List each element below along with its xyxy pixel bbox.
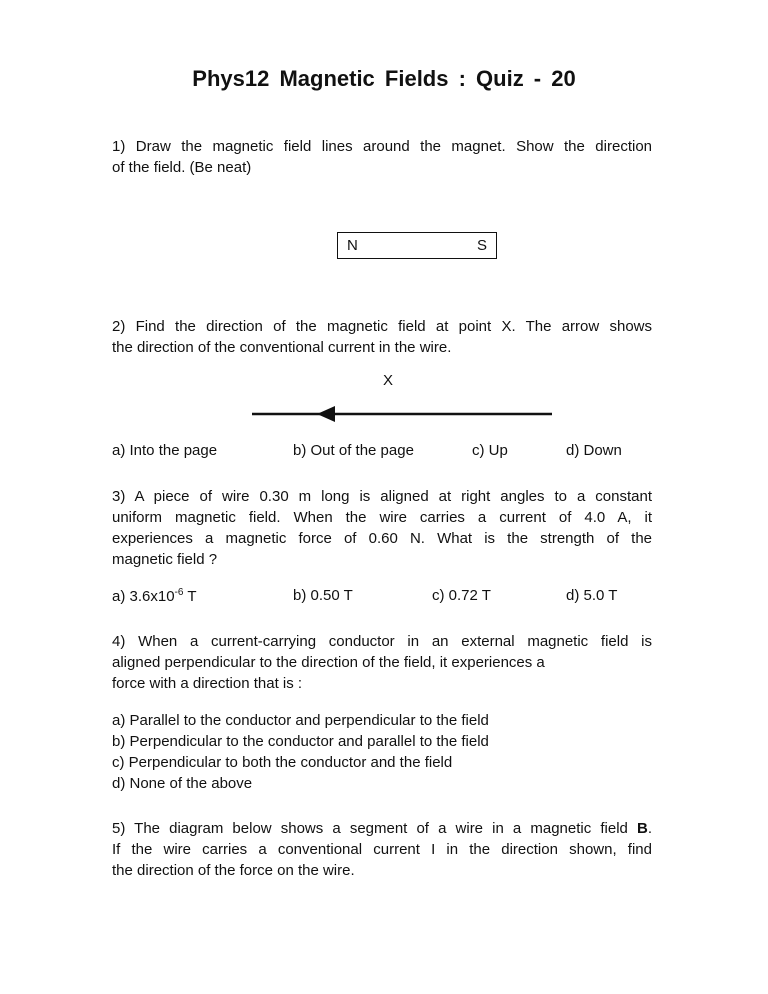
field-symbol: B (636, 820, 648, 837)
option-b: b) Perpendicular to the conductor and parallel to the field (112, 733, 489, 750)
question-3 (112, 486, 652, 570)
question-text-line: 3) A piece of wire 0.30 m long is aligned at right angles to a constant (112, 488, 652, 505)
option-a-exponent: -6 (174, 587, 184, 598)
option-d: d) 5.0 T (566, 587, 618, 604)
option-d: d) Down (566, 442, 622, 459)
option-b: b) Out of the page (293, 442, 414, 459)
question-text-line: force with a direction that is : (112, 675, 303, 692)
question-text: 5) The diagram below shows a segment of a wire in a magnetic field (112, 820, 637, 837)
question-text-line: of the field. (Be neat) (112, 159, 252, 176)
option-a: a) Parallel to the conductor and perpendicular to the field (112, 712, 489, 729)
option-a-unit: T (183, 588, 197, 605)
option-d: d) None of the above (112, 775, 253, 792)
option-c: c) Up (472, 442, 508, 459)
option-b: b) 0.50 T (293, 587, 353, 604)
question-text-line: If the wire carries a conventional current I in the direction shown, find (112, 841, 652, 858)
question-text-line: aligned perpendicular to the direction of the field, it experiences a (112, 654, 545, 671)
question-text-line: experiences a magnetic force of 0.60 N. What is the strength of the (112, 530, 652, 547)
bar-magnet (337, 232, 497, 259)
question-text-line (112, 818, 652, 839)
page-title: Phys12 Magnetic Fields : Quiz - 20 (192, 66, 576, 91)
south-pole-label: S (476, 237, 487, 254)
question-4 (112, 631, 652, 694)
question-text-line: uniform magnetic field. When the wire carries a current of 4.0 A, it (112, 509, 652, 526)
question-1 (112, 136, 652, 178)
question-text-line: the direction of the conventional current in the wire. (112, 339, 452, 356)
question-text-line: 1) Draw the magnetic field lines around the magnet. Show the direction (112, 138, 652, 155)
question-2 (112, 316, 652, 358)
question-4-options (112, 710, 652, 794)
option-c: c) 0.72 T (432, 587, 491, 604)
question-text-line: 4) When a current-carrying conductor in an external magnetic field is (112, 633, 652, 650)
question-text-line: magnetic field ? (112, 551, 218, 568)
north-pole-label: N (347, 237, 358, 254)
question-text-line: 2) Find the direction of the magnetic field at point X. The arrow shows (112, 318, 652, 335)
question-text: . (647, 820, 652, 837)
option-a-value: a) 3.6x10 (112, 588, 175, 605)
option-a: a) Into the page (112, 442, 218, 459)
option-a (112, 587, 197, 605)
question-5 (112, 818, 652, 881)
wire-current-arrow (250, 404, 555, 424)
option-c: c) Perpendicular to both the conductor and the field (112, 754, 453, 771)
point-x-label: X (383, 372, 394, 389)
question-text-line: the direction of the force on the wire. (112, 862, 355, 879)
